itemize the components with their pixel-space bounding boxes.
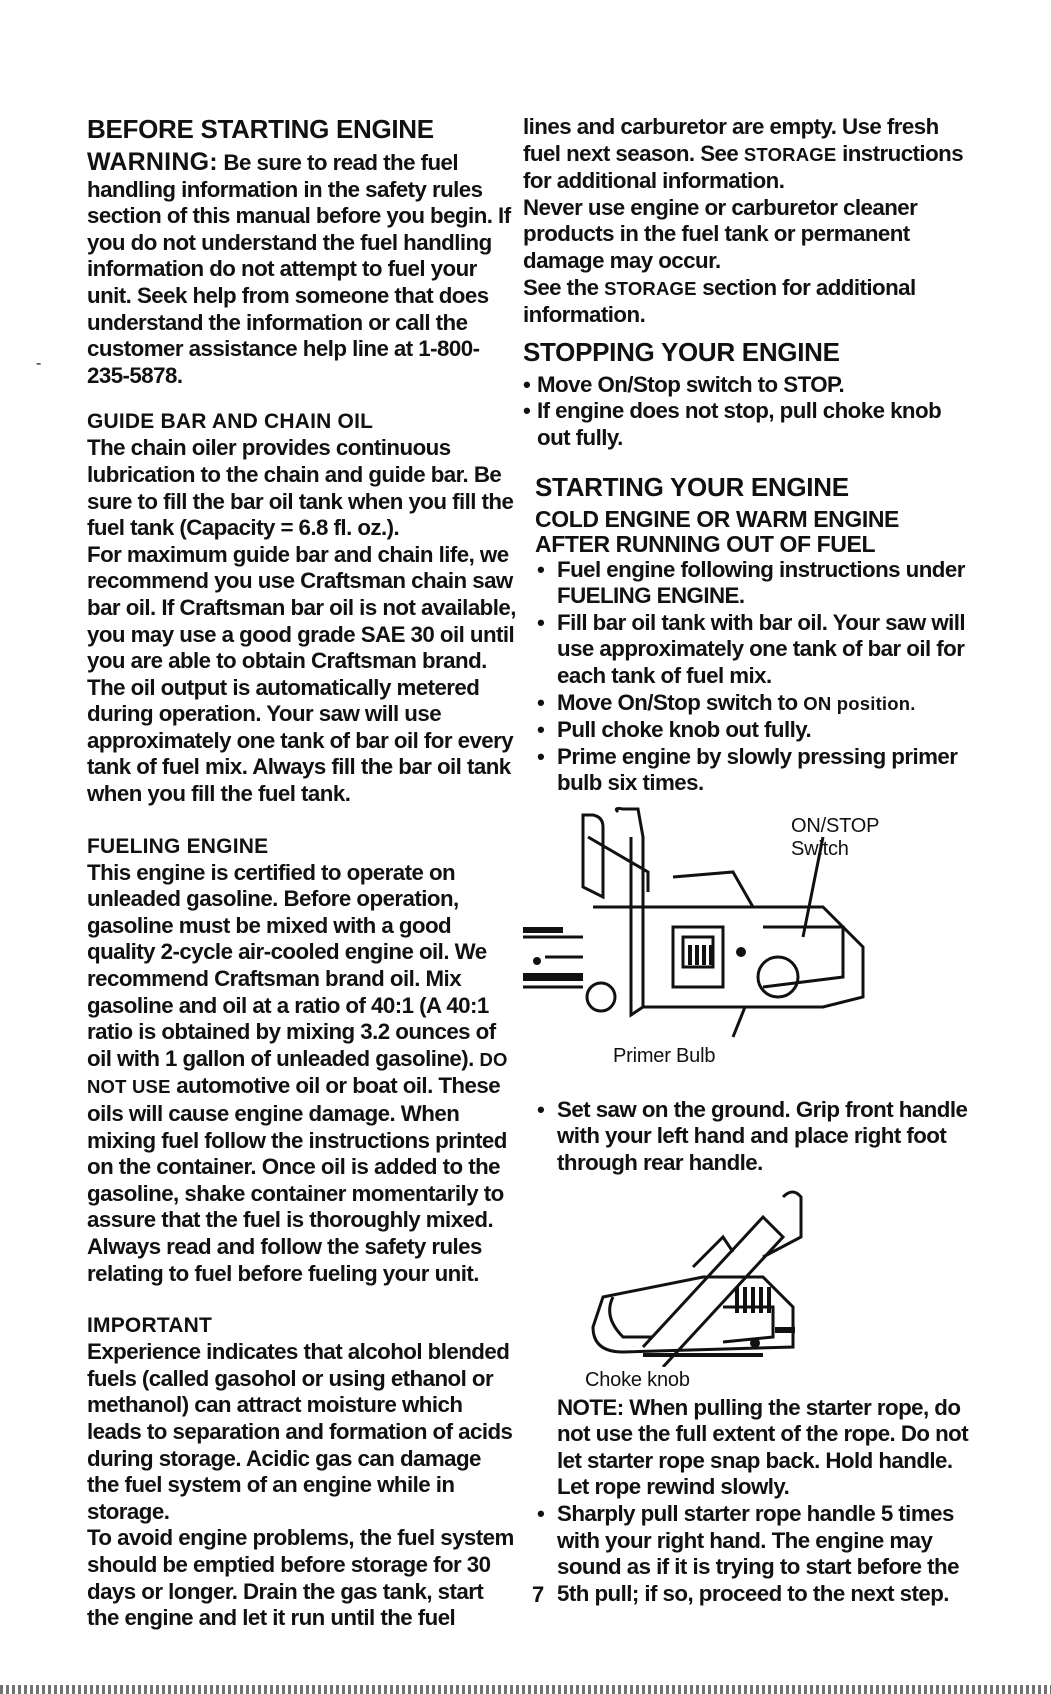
continued-text (523, 114, 973, 195)
cold-engine-heading-2: AFTER RUNNING OUT OF FUEL (535, 530, 876, 557)
cont-a: lines and carburetor are empty. Use fresh fuel next season. See (523, 114, 939, 166)
warning-label: WARNING: (87, 148, 218, 176)
right-column (523, 114, 973, 1607)
see-a: See the (523, 274, 605, 300)
see-b: section for additional information. (523, 274, 916, 328)
warning-text: Be sure to read the fuel handling information in the safety rules section of this manual before you begin. If you do not understand the fuel handling information do not attempt to fuel your unit. Seek help from someone that does understand the information or call the customer assistance help line at 1-800-235-5878. (87, 150, 511, 388)
fueling-text-b: automotive oil or boat oil. These oils will cause engine damage. When mixing fuel follow the instructions printed on the container. Once oil is added to the gasoline, shake container momentarily to assure that the fuel is thoroughly mixed. Always read and follow the safety rules relating to fuel before fueling your unit. (87, 1073, 507, 1286)
fueling-engine-text (87, 860, 517, 1288)
storage-ref-1: STORAGE (743, 143, 837, 165)
guide-bar-text-2: For maximum guide bar and chain life, we recommend you use Craftsman chain saw bar oil. If Craftsman bar oil is not available, you may use a good grade SAE 30 oil until you are able to obtain Craftsman brand. The oil output is automatically metered during operation. Your saw will use approximately one tank of bar oil for every tank of fuel mix. Always fill the bar oil tank when you fill the fuel tank. (87, 541, 516, 807)
sharply-list (531, 1501, 973, 1607)
note-label: NOTE: (557, 1394, 624, 1420)
cold-engine-heading-1: COLD ENGINE OR WARM ENGINE (535, 505, 900, 532)
choke-knob-label: Choke knob (585, 1368, 690, 1391)
set-saw-item: • Set saw on the ground. Grip front handle with your left hand and place right foot through rear handle. (531, 1097, 973, 1177)
note-paragraph (557, 1395, 973, 1501)
margin-mark: - (36, 355, 42, 372)
chainsaw-choke-illustration (523, 1177, 973, 1367)
fueling-engine-heading: FUELING ENGINE (87, 834, 269, 858)
starting-list (531, 557, 973, 797)
page-number: 7 (532, 1582, 545, 1607)
stopping-item: • Move On/Stop switch to STOP. (523, 372, 973, 399)
starting-item (531, 690, 973, 718)
important-text-2: To avoid engine problems, the fuel system should be emptied before storage for 30 days or longer. Drain the gas tank, start the engine and let it run until the fuel (87, 1525, 514, 1631)
stopping-list (523, 372, 973, 452)
on-position-text: ON position. (803, 692, 916, 714)
starting-item: • Fuel engine following instructions under FUELING ENGINE. (531, 557, 973, 610)
see-storage-text (523, 275, 973, 329)
primer-bulb-label: Primer Bulb (613, 1044, 716, 1067)
note-text: When pulling the starter rope, do not use the full extent of the rope. Do not let starter rope snap back. Hold handle. Let rope rewind slowly. (557, 1394, 969, 1500)
important-heading: IMPORTANT (87, 1314, 213, 1338)
stopping-item: • If engine does not stop, pull choke knob out fully. (523, 398, 973, 451)
starting-item: • Fill bar oil tank with bar oil. Your saw will use approximately one tank of bar oil for each tank of fuel mix. (531, 610, 973, 690)
on-stop-switch-label: ON/STOP Switch (791, 814, 880, 860)
guide-bar-text-1: The chain oiler provides continuous lubrication to the chain and guide bar. Be sure to fill the bar oil tank when you fill the fuel tank (Capacity = 6.8 fl. oz.). (87, 435, 514, 541)
do-not-use-text: DO NOT USE (87, 1048, 508, 1098)
sharply-item: • Sharply pull starter rope handle 5 times with your right hand. The engine may sound as if it is trying to start before the 5th pull; if so, proceed to the next step. (531, 1501, 973, 1607)
scan-edge (0, 1685, 1051, 1694)
stopping-heading: STOPPING YOUR ENGINE (523, 336, 840, 367)
cont-b: instructions for additional information. (523, 140, 964, 194)
guide-bar-heading: GUIDE BAR AND CHAIN OIL (87, 410, 374, 434)
before-starting-heading: BEFORE STARTING ENGINE (87, 114, 434, 144)
left-column (87, 114, 517, 1632)
storage-ref-2: STORAGE (604, 277, 697, 299)
set-saw-list (531, 1097, 973, 1177)
important-text-1: Experience indicates that alcohol blended fuels (called gasohol or using ethanol or methanol) can attract moisture which leads to separation and formation of acids during storage. Acidic gas can damage the fuel system of an engine while in storage. (87, 1339, 513, 1524)
starting-heading: STARTING YOUR ENGINE (535, 471, 849, 502)
move-switch-text: Move On/Stop switch to (557, 689, 804, 715)
never-use-text: Never use engine or carburetor cleaner products in the fuel tank or permanent damage may occur. (523, 194, 918, 273)
figure-choke-knob (523, 1177, 973, 1395)
fueling-text-a: This engine is certified to operate on unleaded gasoline. Before operation, gasoline must be mixed with a good quality 2-cycle air-cooled engine oil. We recommend Craftsman brand oil. Mix gasoline and oil at a ratio of 40:1 (A 40:1 ratio is obtained by mixing 3.2 ounces of oil with 1 gallon of unleaded gasoline). (87, 859, 496, 1071)
warning-paragraph (87, 149, 517, 389)
figure-primer-bulb (523, 797, 973, 1097)
chainsaw-primer-illustration (523, 797, 973, 1097)
starting-item: • Pull choke knob out fully. (531, 717, 973, 744)
starting-item: • Prime engine by slowly pressing primer bulb six times. (531, 744, 973, 797)
